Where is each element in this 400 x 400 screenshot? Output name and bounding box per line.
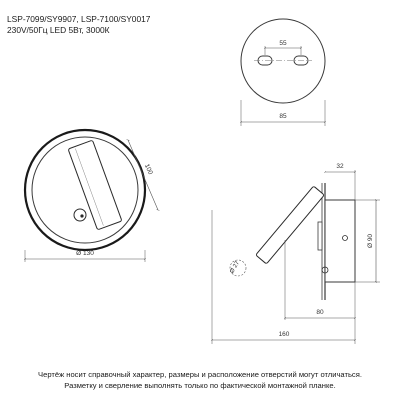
side-view-body bbox=[325, 200, 355, 282]
model-numbers: LSP-7099/SY9907, LSP-7100/SY0017 bbox=[7, 14, 151, 24]
dim-side-depth: 32 bbox=[336, 163, 344, 170]
dim-side-total: 160 bbox=[278, 331, 290, 338]
front-view-lamp-arm bbox=[68, 140, 122, 230]
dim-slot-spacing: 55 bbox=[279, 40, 287, 47]
dim-head-diameter: Ø 27 bbox=[229, 260, 241, 275]
side-view bbox=[212, 163, 380, 344]
dim-side-offset: 80 bbox=[316, 309, 324, 316]
note-line-2: Разметку и сверление выполнять только по фактической монтажной планке. bbox=[64, 380, 336, 390]
front-view bbox=[25, 130, 158, 262]
dim-top-width: 85 bbox=[279, 113, 287, 120]
electrical-specs: 230V/50Гц LED 5Вт, 3000К bbox=[7, 25, 110, 35]
drawing-notes bbox=[0, 370, 400, 391]
top-view bbox=[241, 19, 325, 126]
front-view-switch bbox=[74, 209, 86, 221]
top-view-plate bbox=[241, 19, 325, 103]
note-line-1: Чертёж носит справочный характер, размеры и расположение отверстий могут отличаться. bbox=[38, 370, 362, 379]
dim-side-height: Ø 90 bbox=[367, 233, 374, 249]
dim-front-diameter: Ø 130 bbox=[76, 250, 94, 257]
dim-front-diagonal: 100 bbox=[142, 163, 154, 176]
side-view-lamp-arm bbox=[256, 186, 325, 264]
